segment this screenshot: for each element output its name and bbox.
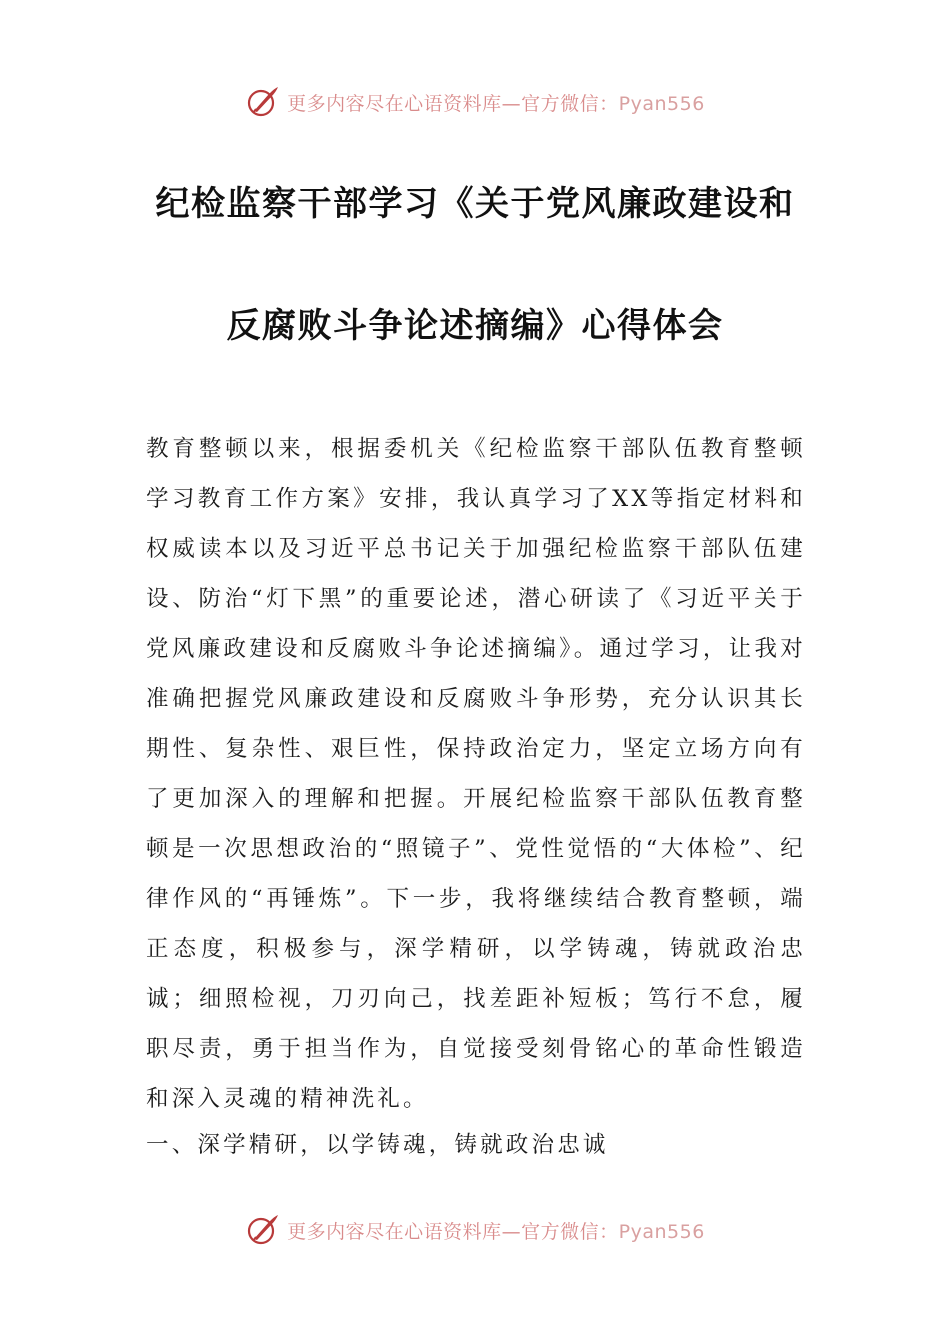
body-paragraph: 教育整顿以来，根据委机关《纪检监察干部队伍教育整顿学习教育工作方案》安排，我认真学习了XX等指定材料和权威读本以及习近平总书记关于加强纪检监察干部队伍建设、防治“灯下黑”的重要论述，潜心研读了《习近平关于党风廉政建设和反腐败斗争论述摘编》。通过学习，让我对准确把握党风廉政建设和反腐败斗争形势，充分认识其长期性、复杂性、艰巨性，保持政治定力，坚定立场方向有了更加深入的理解和把握。开展纪检监察干部队伍教育整顿是一次思想政治的“照镜子”、党性觉悟的“大体检”、纪律作风的“再锤炼”。下一步，我将继续结合教育整顿，端正态度，积极参与，深学精研，以学铸魂，铸就政治忠诚；细照检视，刀刃向己，找差距补短板；笃行不怠，履职尽责，勇于担当作为，自觉接受刻骨铭心的革命性锻造和深入灵魂的精神洗礼。	[146, 436, 806, 1112]
footer-banner	[0, 1210, 950, 1250]
quill-pen-logo-icon	[245, 1212, 281, 1248]
document-title-line-1: 纪检监察干部学习《关于党风廉政建设和	[155, 184, 795, 224]
quill-pen-logo-icon	[245, 84, 281, 120]
wechat-id: Pyan556	[618, 1220, 705, 1243]
header-banner	[0, 82, 950, 122]
section-heading: 一、深学精研，以学铸魂，铸就政治忠诚	[146, 1132, 609, 1158]
banner-text: 更多内容尽在心语资料库—官方微信：Pyan556	[287, 1220, 705, 1243]
wechat-id: Pyan556	[618, 92, 705, 115]
banner-text: 更多内容尽在心语资料库—官方微信：Pyan556	[287, 92, 705, 115]
document-title-line-2: 反腐败斗争论述摘编》心得体会	[226, 306, 724, 346]
